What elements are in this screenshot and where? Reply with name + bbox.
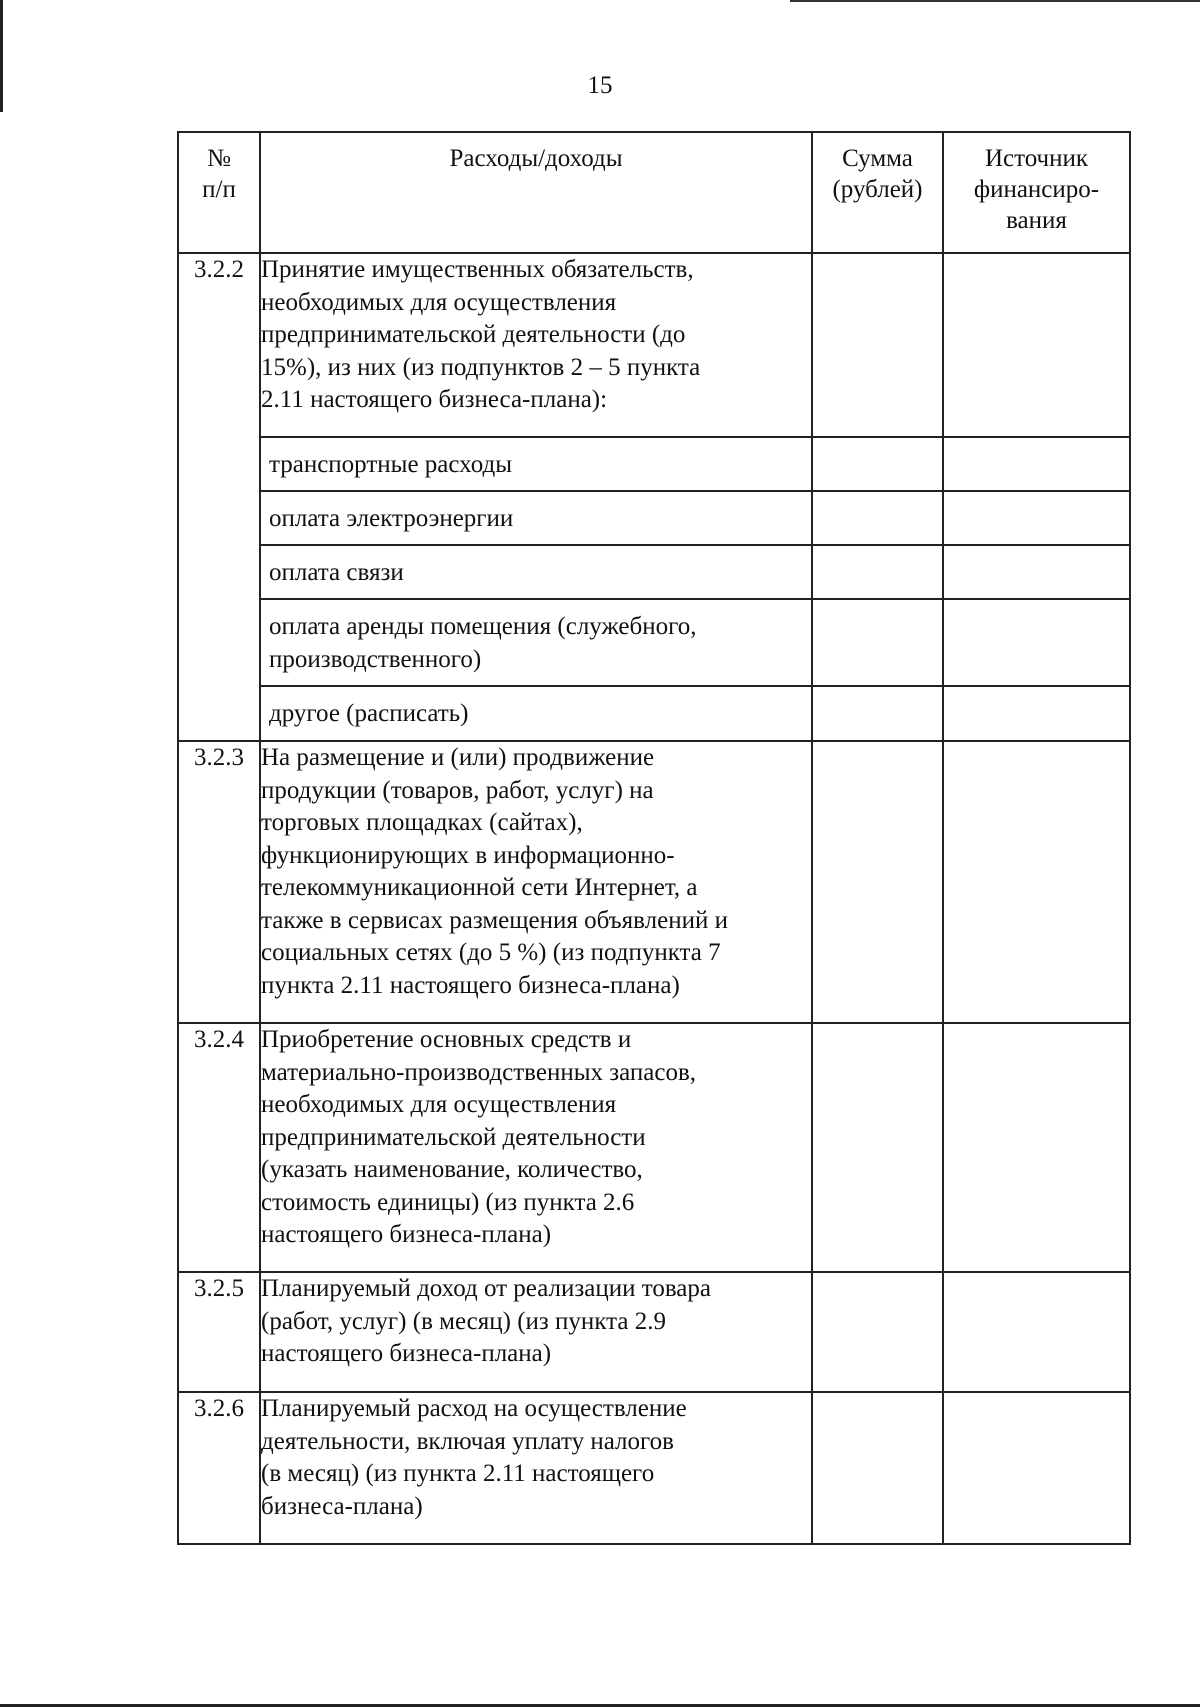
amount-cell[interactable] bbox=[812, 1272, 943, 1392]
funding-source-cell[interactable] bbox=[943, 599, 1130, 686]
funding-source-cell[interactable] bbox=[943, 741, 1130, 1023]
funding-source-cell[interactable] bbox=[943, 491, 1130, 545]
header-amount: Сумма (рублей) bbox=[812, 132, 943, 253]
table-row bbox=[178, 545, 1130, 599]
amount-cell[interactable] bbox=[812, 599, 943, 686]
scan-edge-bottom bbox=[0, 1704, 1200, 1707]
table-row bbox=[178, 741, 1130, 1023]
funding-source-cell[interactable] bbox=[943, 1392, 1130, 1544]
row-description: оплата электроэнергии bbox=[260, 491, 812, 545]
header-number bbox=[178, 132, 260, 253]
header-expenses-income: Расходы/доходы bbox=[260, 132, 812, 253]
row-number-3-2-2: 3.2.2 bbox=[178, 253, 260, 741]
row-description: оплата связи bbox=[260, 545, 812, 599]
row-description: Планируемый расход на осуществление деятельности, включая уплату налогов (в месяц) (из пункта 2.11 настоящего бизнеса-плана) bbox=[260, 1392, 812, 1544]
row-description: Планируемый доход от реализации товара (работ, услуг) (в месяц) (из пункта 2.9 настоящего бизнеса-плана) bbox=[260, 1272, 812, 1392]
table-row bbox=[178, 1392, 1130, 1544]
row-number-3-2-6: 3.2.6 bbox=[178, 1392, 260, 1544]
table-row bbox=[178, 686, 1130, 741]
funding-source-cell[interactable] bbox=[943, 437, 1130, 491]
amount-cell[interactable] bbox=[812, 491, 943, 545]
row-number-3-2-4: 3.2.4 bbox=[178, 1023, 260, 1272]
funding-source-cell[interactable] bbox=[943, 545, 1130, 599]
amount-cell[interactable] bbox=[812, 437, 943, 491]
row-number-3-2-3: 3.2.3 bbox=[178, 741, 260, 1023]
table-row bbox=[178, 1023, 1130, 1272]
row-description: транспортные расходы bbox=[260, 437, 812, 491]
table-header-row bbox=[178, 132, 1130, 253]
amount-cell[interactable] bbox=[812, 1392, 943, 1544]
row-description: На размещение и (или) продвижение продукции (товаров, работ, услуг) на торговых площадках (сайтах), функционирующих в информационно- телекоммуникационной сети Интернет, а также в сервисах размещения объявлений и социальных сетях (до 5 %) (из подпункта 7 пункта 2.11 настоящего бизнеса-плана) bbox=[260, 741, 812, 1023]
funding-source-cell[interactable] bbox=[943, 686, 1130, 741]
table-row bbox=[178, 491, 1130, 545]
amount-cell[interactable] bbox=[812, 1023, 943, 1272]
scan-edge-top bbox=[790, 0, 1200, 2]
row-description: Приобретение основных средств и материально-производственных запасов, необходимых для осуществления предпринимательской деятельности (указать наименование, количество, стоимость единицы) (из пункта 2.6 настоящего бизнеса-плана) bbox=[260, 1023, 812, 1272]
header-number-text: № п/п bbox=[202, 145, 236, 203]
funding-source-cell[interactable] bbox=[943, 253, 1130, 437]
table-row bbox=[178, 599, 1130, 686]
funding-source-cell[interactable] bbox=[943, 1023, 1130, 1272]
amount-cell[interactable] bbox=[812, 686, 943, 741]
row-description: оплата аренды помещения (служебного, производственного) bbox=[260, 599, 812, 686]
header-funding-source: Источник финансиро- вания bbox=[943, 132, 1130, 253]
funding-source-cell[interactable] bbox=[943, 1272, 1130, 1392]
amount-cell[interactable] bbox=[812, 545, 943, 599]
budget-table bbox=[177, 131, 1131, 1545]
row-description: другое (расписать) bbox=[260, 686, 812, 741]
table-row bbox=[178, 253, 1130, 437]
amount-cell[interactable] bbox=[812, 253, 943, 437]
table-row bbox=[178, 1272, 1130, 1392]
page-number: 15 bbox=[587, 72, 613, 99]
row-number-3-2-5: 3.2.5 bbox=[178, 1272, 260, 1392]
amount-cell[interactable] bbox=[812, 741, 943, 1023]
table-row bbox=[178, 437, 1130, 491]
row-description: Принятие имущественных обязательств, необходимых для осуществления предпринимательской деятельности (до 15%), из них (из подпунктов 2 – 5 пункта 2.11 настоящего бизнеса-плана): bbox=[260, 253, 812, 437]
